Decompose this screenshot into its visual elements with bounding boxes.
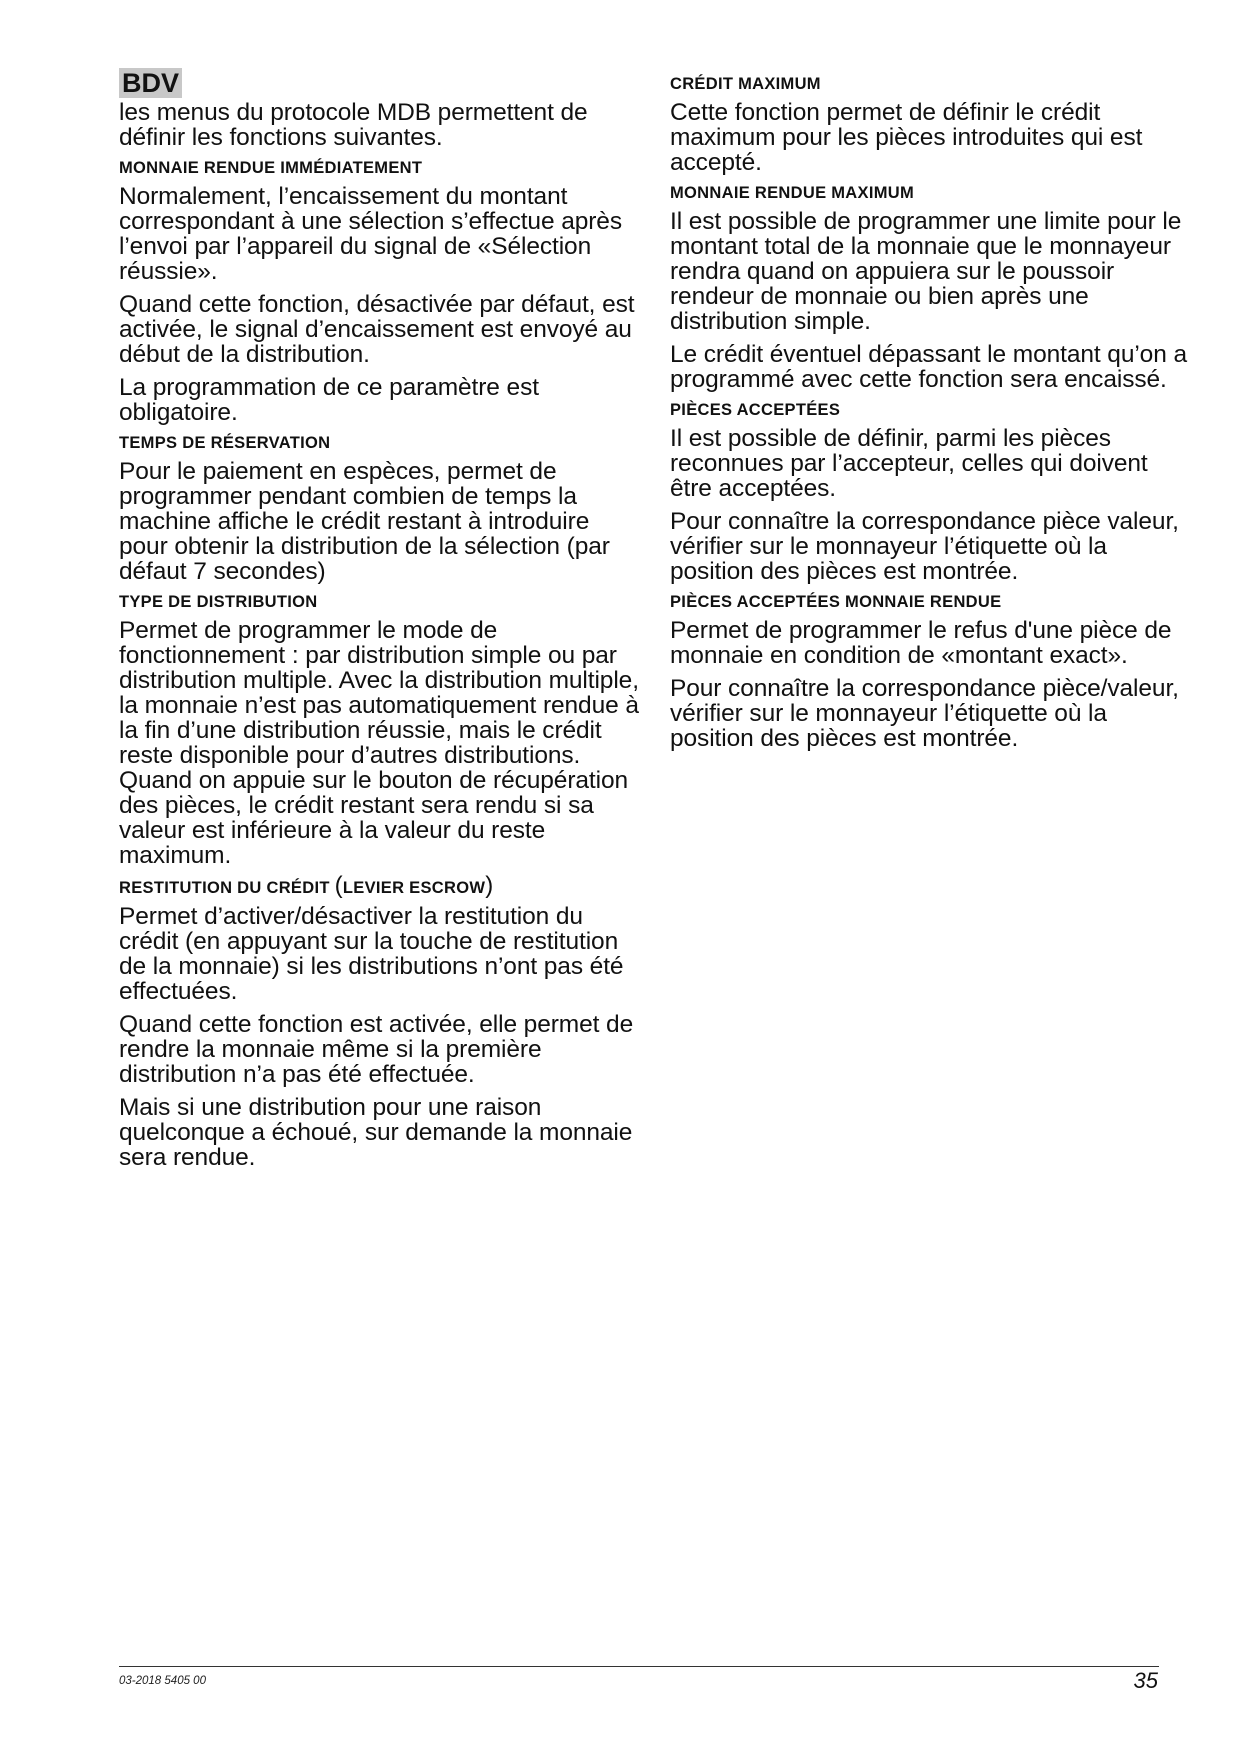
page-number: 35	[1133, 1668, 1158, 1693]
intro-paragraph: les menus du protocole MDB permettent de définir les fonctions suivantes.	[119, 99, 588, 151]
section-heading: PIÈCES ACCEPTÉES	[670, 401, 841, 419]
paragraph: Pour connaître la correspondance pièce valeur, vérifier sur le monnayeur l’étiquette où la position des pièces est montrée.	[670, 508, 1179, 585]
section-pieces-acceptees	[670, 400, 1190, 584]
section-pieces-acceptees-monnaie-rendue	[670, 592, 1190, 751]
section-heading	[119, 872, 639, 899]
paragraph: Permet d’activer/désactiver la restitution du crédit (en appuyant sur la touche de restitution de la monnaie) si les distributions n’ont pas été effectuées.	[119, 903, 624, 1005]
right-column	[670, 68, 1190, 759]
section-heading: CRÉDIT MAXIMUM	[670, 75, 821, 93]
section-heading: TEMPS DE RÉSERVATION	[119, 434, 331, 452]
paragraph: Cette fonction permet de définir le crédit maximum pour les pièces introduites qui est accepté.	[670, 99, 1143, 176]
paragraph: Il est possible de définir, parmi les pièces reconnues par l’accepteur, celles qui doivent être acceptées.	[670, 425, 1148, 502]
section-monnaie-rendue-immediatement	[119, 158, 639, 425]
bdv-badge: BDV	[119, 68, 182, 98]
paragraph: Quand cette fonction est activée, elle permet de rendre la monnaie même si la première distribution n’a pas été effectuée.	[119, 1011, 634, 1088]
paragraph: Normalement, l’encaissement du montant correspondant à une sélection s’effectue après l’envoi par l’appareil du signal de «Sélection réussie».	[119, 183, 622, 285]
section-heading: MONNAIE RENDUE IMMÉDIATEMENT	[119, 159, 423, 177]
paragraph: Il est possible de programmer une limite pour le montant total de la monnaie que le monnayeur rendra quand on appuiera sur le poussoir rendeur de monnaie ou bien après une distribution simple.	[670, 208, 1182, 335]
paragraph: Permet de programmer le refus d'une pièce de monnaie en condition de «montant exact».	[670, 617, 1172, 669]
section-heading: PIÈCES ACCEPTÉES MONNAIE RENDUE	[670, 593, 1002, 611]
footer-divider	[119, 1666, 1159, 1667]
heading-inner: LEVIER ESCROW	[342, 879, 486, 897]
section-temps-de-reservation	[119, 433, 639, 584]
paragraph: Pour le paiement en espèces, permet de programmer pendant combien de temps la machine affiche le crédit restant à introduire pour obtenir la distribution de la sélection (par défaut 7 secondes)	[119, 458, 610, 585]
paragraph: Le crédit éventuel dépassant le montant qu’on a programmé avec cette fonction sera encaissé.	[670, 341, 1187, 393]
section-heading: MONNAIE RENDUE MAXIMUM	[670, 184, 915, 202]
section-restitution-du-credit	[119, 872, 639, 1171]
section-monnaie-rendue-maximum	[670, 183, 1190, 392]
heading-main: RESTITUTION DU CRÉDIT	[119, 879, 335, 897]
footer-doc-code: 03-2018 5405 00	[119, 1675, 206, 1687]
paragraph: Quand cette fonction, désactivée par défaut, est activée, le signal d’encaissement est envoyé au début de la distribution.	[119, 291, 635, 368]
section-credit-maximum	[670, 74, 1190, 175]
heading-close-paren: )	[485, 872, 494, 899]
paragraph: Mais si une distribution pour une raison quelconque a échoué, sur demande la monnaie sera rendue.	[119, 1094, 633, 1171]
heading-open-paren: (	[334, 872, 343, 899]
paragraph: La programmation de ce paramètre est obligatoire.	[119, 374, 539, 426]
left-column	[119, 68, 639, 1178]
section-heading: TYPE DE DISTRIBUTION	[119, 593, 318, 611]
paragraph: Pour connaître la correspondance pièce/valeur, vérifier sur le monnayeur l’étiquette où la position des pièces est montrée.	[670, 675, 1179, 752]
section-type-de-distribution	[119, 592, 639, 868]
paragraph: Permet de programmer le mode de fonctionnement : par distribution simple ou par distribution multiple. Avec la distribution multiple, la monnaie n’est pas automatiquement rendue à la fin d’une distribution réussie, mais le crédit reste disponible pour d’autres distributions. Quand on appuie sur le bouton de récupération des pièces, le crédit restant sera rendu si sa valeur est inférieure à la valeur du reste maximum.	[119, 617, 639, 869]
